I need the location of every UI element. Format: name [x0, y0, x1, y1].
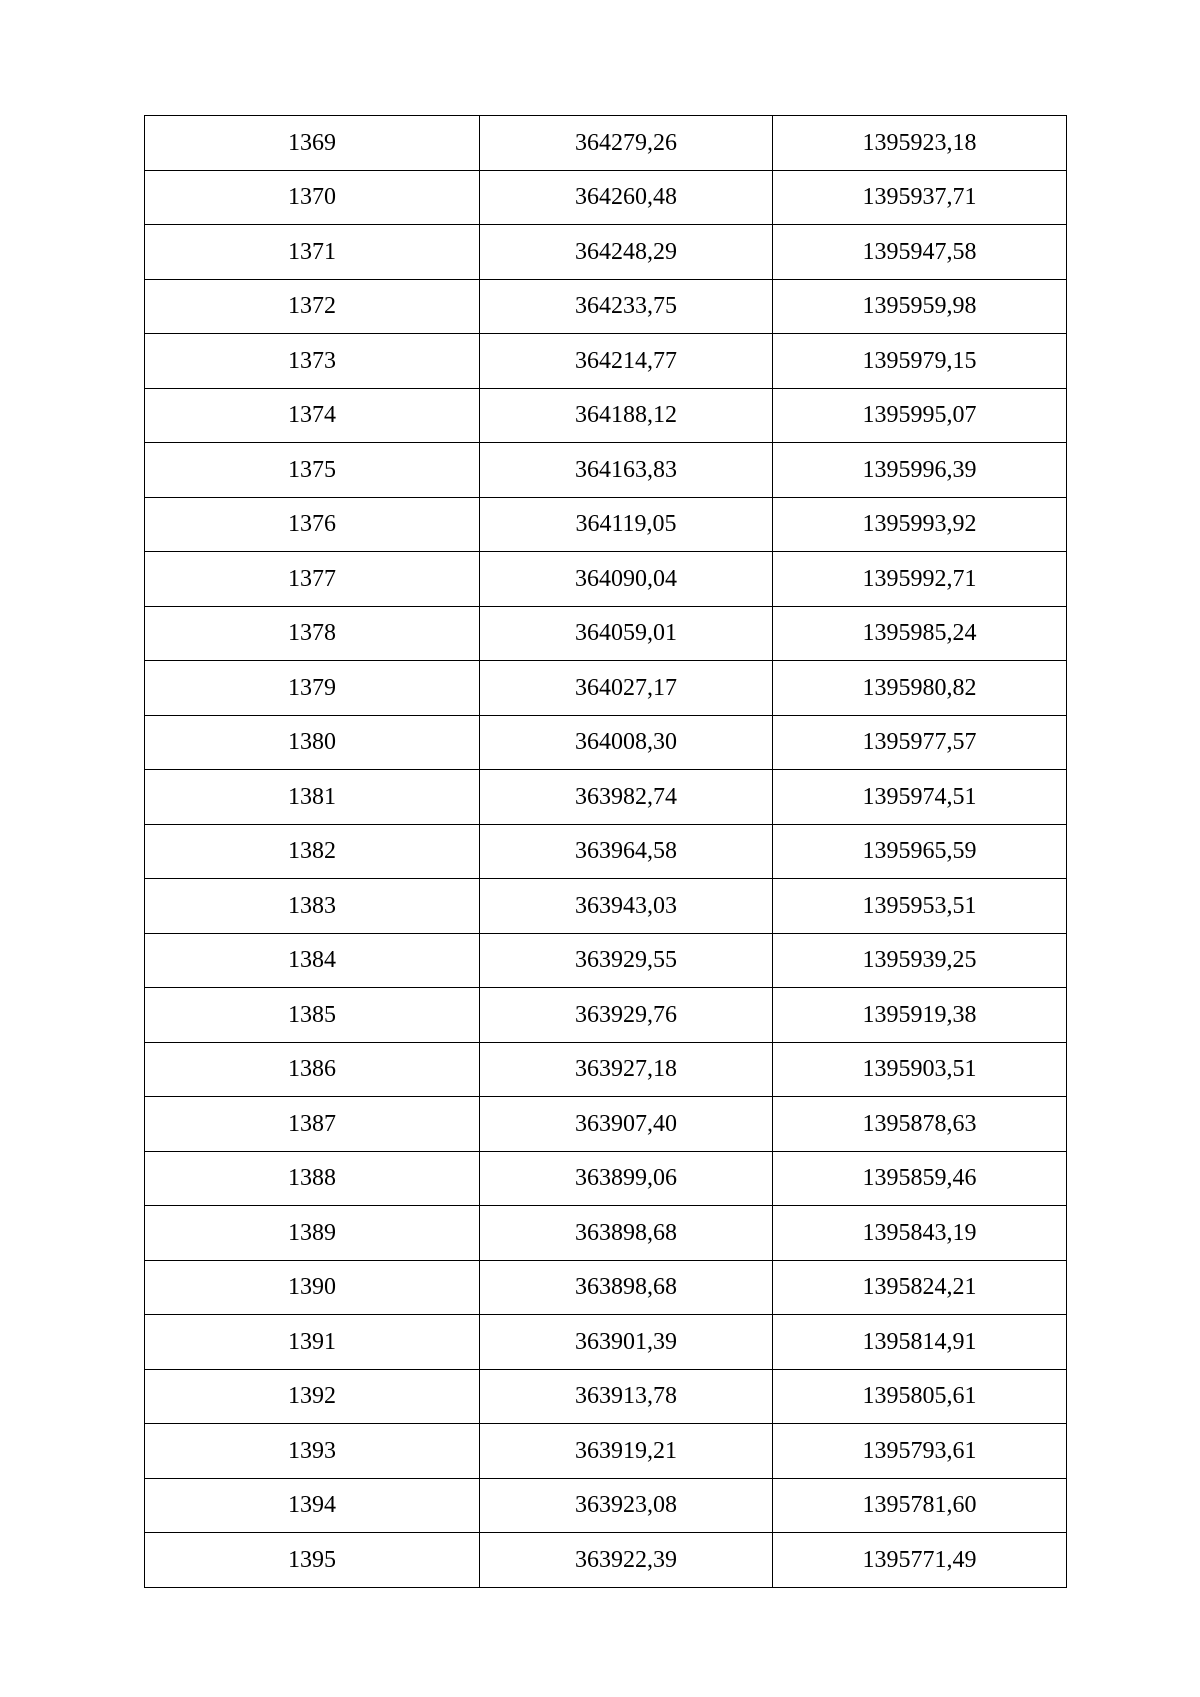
table-row: [145, 606, 1067, 661]
point-number-cell: 1380: [145, 715, 480, 770]
table-row: [145, 1097, 1067, 1152]
table-row: [145, 1042, 1067, 1097]
point-number-cell: 1375: [145, 443, 480, 498]
y-coordinate-cell: 1395937,71: [773, 170, 1067, 225]
table-row: [145, 988, 1067, 1043]
table-row: [145, 1533, 1067, 1588]
y-coordinate-cell: 1395771,49: [773, 1533, 1067, 1588]
x-coordinate-cell: 364008,30: [480, 715, 773, 770]
point-number-cell: 1384: [145, 933, 480, 988]
y-coordinate-cell: 1395843,19: [773, 1206, 1067, 1261]
x-coordinate-cell: 364248,29: [480, 225, 773, 280]
point-number-cell: 1382: [145, 824, 480, 879]
y-coordinate-cell: 1395953,51: [773, 879, 1067, 934]
point-number-cell: 1378: [145, 606, 480, 661]
point-number-cell: 1373: [145, 334, 480, 389]
x-coordinate-cell: 363898,68: [480, 1260, 773, 1315]
x-coordinate-cell: 364027,17: [480, 661, 773, 716]
x-coordinate-cell: 363964,58: [480, 824, 773, 879]
x-coordinate-cell: 363929,76: [480, 988, 773, 1043]
x-coordinate-cell: 363929,55: [480, 933, 773, 988]
y-coordinate-cell: 1395919,38: [773, 988, 1067, 1043]
x-coordinate-cell: 364233,75: [480, 279, 773, 334]
x-coordinate-cell: 364279,26: [480, 116, 773, 171]
point-number-cell: 1387: [145, 1097, 480, 1152]
x-coordinate-cell: 363907,40: [480, 1097, 773, 1152]
x-coordinate-cell: 364059,01: [480, 606, 773, 661]
point-number-cell: 1383: [145, 879, 480, 934]
x-coordinate-cell: 363923,08: [480, 1478, 773, 1533]
y-coordinate-cell: 1395781,60: [773, 1478, 1067, 1533]
y-coordinate-cell: 1395959,98: [773, 279, 1067, 334]
x-coordinate-cell: 364119,05: [480, 497, 773, 552]
table-row: [145, 770, 1067, 825]
y-coordinate-cell: 1395979,15: [773, 334, 1067, 389]
point-number-cell: 1395: [145, 1533, 480, 1588]
point-number-cell: 1389: [145, 1206, 480, 1261]
y-coordinate-cell: 1395977,57: [773, 715, 1067, 770]
point-number-cell: 1374: [145, 388, 480, 443]
table-row: [145, 715, 1067, 770]
point-number-cell: 1369: [145, 116, 480, 171]
y-coordinate-cell: 1395859,46: [773, 1151, 1067, 1206]
point-number-cell: 1390: [145, 1260, 480, 1315]
x-coordinate-cell: 363982,74: [480, 770, 773, 825]
table-row: [145, 824, 1067, 879]
table-row: [145, 334, 1067, 389]
table-row: [145, 170, 1067, 225]
point-number-cell: 1376: [145, 497, 480, 552]
point-number-cell: 1386: [145, 1042, 480, 1097]
y-coordinate-cell: 1395923,18: [773, 116, 1067, 171]
x-coordinate-cell: 363899,06: [480, 1151, 773, 1206]
point-number-cell: 1372: [145, 279, 480, 334]
table-row: [145, 1260, 1067, 1315]
point-number-cell: 1388: [145, 1151, 480, 1206]
x-coordinate-cell: 364163,83: [480, 443, 773, 498]
table-row: [145, 661, 1067, 716]
table-row: [145, 225, 1067, 280]
y-coordinate-cell: 1395903,51: [773, 1042, 1067, 1097]
point-number-cell: 1371: [145, 225, 480, 280]
point-number-cell: 1385: [145, 988, 480, 1043]
table-row: [145, 1315, 1067, 1370]
table-row: [145, 1206, 1067, 1261]
x-coordinate-cell: 363943,03: [480, 879, 773, 934]
y-coordinate-cell: 1395878,63: [773, 1097, 1067, 1152]
y-coordinate-cell: 1395992,71: [773, 552, 1067, 607]
y-coordinate-cell: 1395805,61: [773, 1369, 1067, 1424]
table-row: [145, 497, 1067, 552]
y-coordinate-cell: 1395996,39: [773, 443, 1067, 498]
x-coordinate-cell: 363922,39: [480, 1533, 773, 1588]
point-number-cell: 1370: [145, 170, 480, 225]
point-number-cell: 1381: [145, 770, 480, 825]
y-coordinate-cell: 1395993,92: [773, 497, 1067, 552]
x-coordinate-cell: 363913,78: [480, 1369, 773, 1424]
x-coordinate-cell: 363898,68: [480, 1206, 773, 1261]
y-coordinate-cell: 1395793,61: [773, 1424, 1067, 1479]
y-coordinate-cell: 1395947,58: [773, 225, 1067, 280]
x-coordinate-cell: 364188,12: [480, 388, 773, 443]
table-row: [145, 1151, 1067, 1206]
table-row: [145, 552, 1067, 607]
x-coordinate-cell: 363919,21: [480, 1424, 773, 1479]
y-coordinate-cell: 1395985,24: [773, 606, 1067, 661]
y-coordinate-cell: 1395939,25: [773, 933, 1067, 988]
x-coordinate-cell: 364260,48: [480, 170, 773, 225]
table-row: [145, 1478, 1067, 1533]
y-coordinate-cell: 1395824,21: [773, 1260, 1067, 1315]
x-coordinate-cell: 363901,39: [480, 1315, 773, 1370]
table-row: [145, 116, 1067, 171]
table-row: [145, 933, 1067, 988]
y-coordinate-cell: 1395814,91: [773, 1315, 1067, 1370]
point-number-cell: 1379: [145, 661, 480, 716]
point-number-cell: 1393: [145, 1424, 480, 1479]
x-coordinate-cell: 364090,04: [480, 552, 773, 607]
y-coordinate-cell: 1395995,07: [773, 388, 1067, 443]
table-row: [145, 388, 1067, 443]
point-number-cell: 1391: [145, 1315, 480, 1370]
table-row: [145, 443, 1067, 498]
point-number-cell: 1392: [145, 1369, 480, 1424]
point-number-cell: 1377: [145, 552, 480, 607]
table-row: [145, 1369, 1067, 1424]
y-coordinate-cell: 1395965,59: [773, 824, 1067, 879]
x-coordinate-cell: 363927,18: [480, 1042, 773, 1097]
table-row: [145, 279, 1067, 334]
y-coordinate-cell: 1395980,82: [773, 661, 1067, 716]
coordinates-table-body: [145, 116, 1067, 1588]
table-row: [145, 1424, 1067, 1479]
x-coordinate-cell: 364214,77: [480, 334, 773, 389]
coordinates-table: [144, 115, 1067, 1588]
y-coordinate-cell: 1395974,51: [773, 770, 1067, 825]
point-number-cell: 1394: [145, 1478, 480, 1533]
table-row: [145, 879, 1067, 934]
